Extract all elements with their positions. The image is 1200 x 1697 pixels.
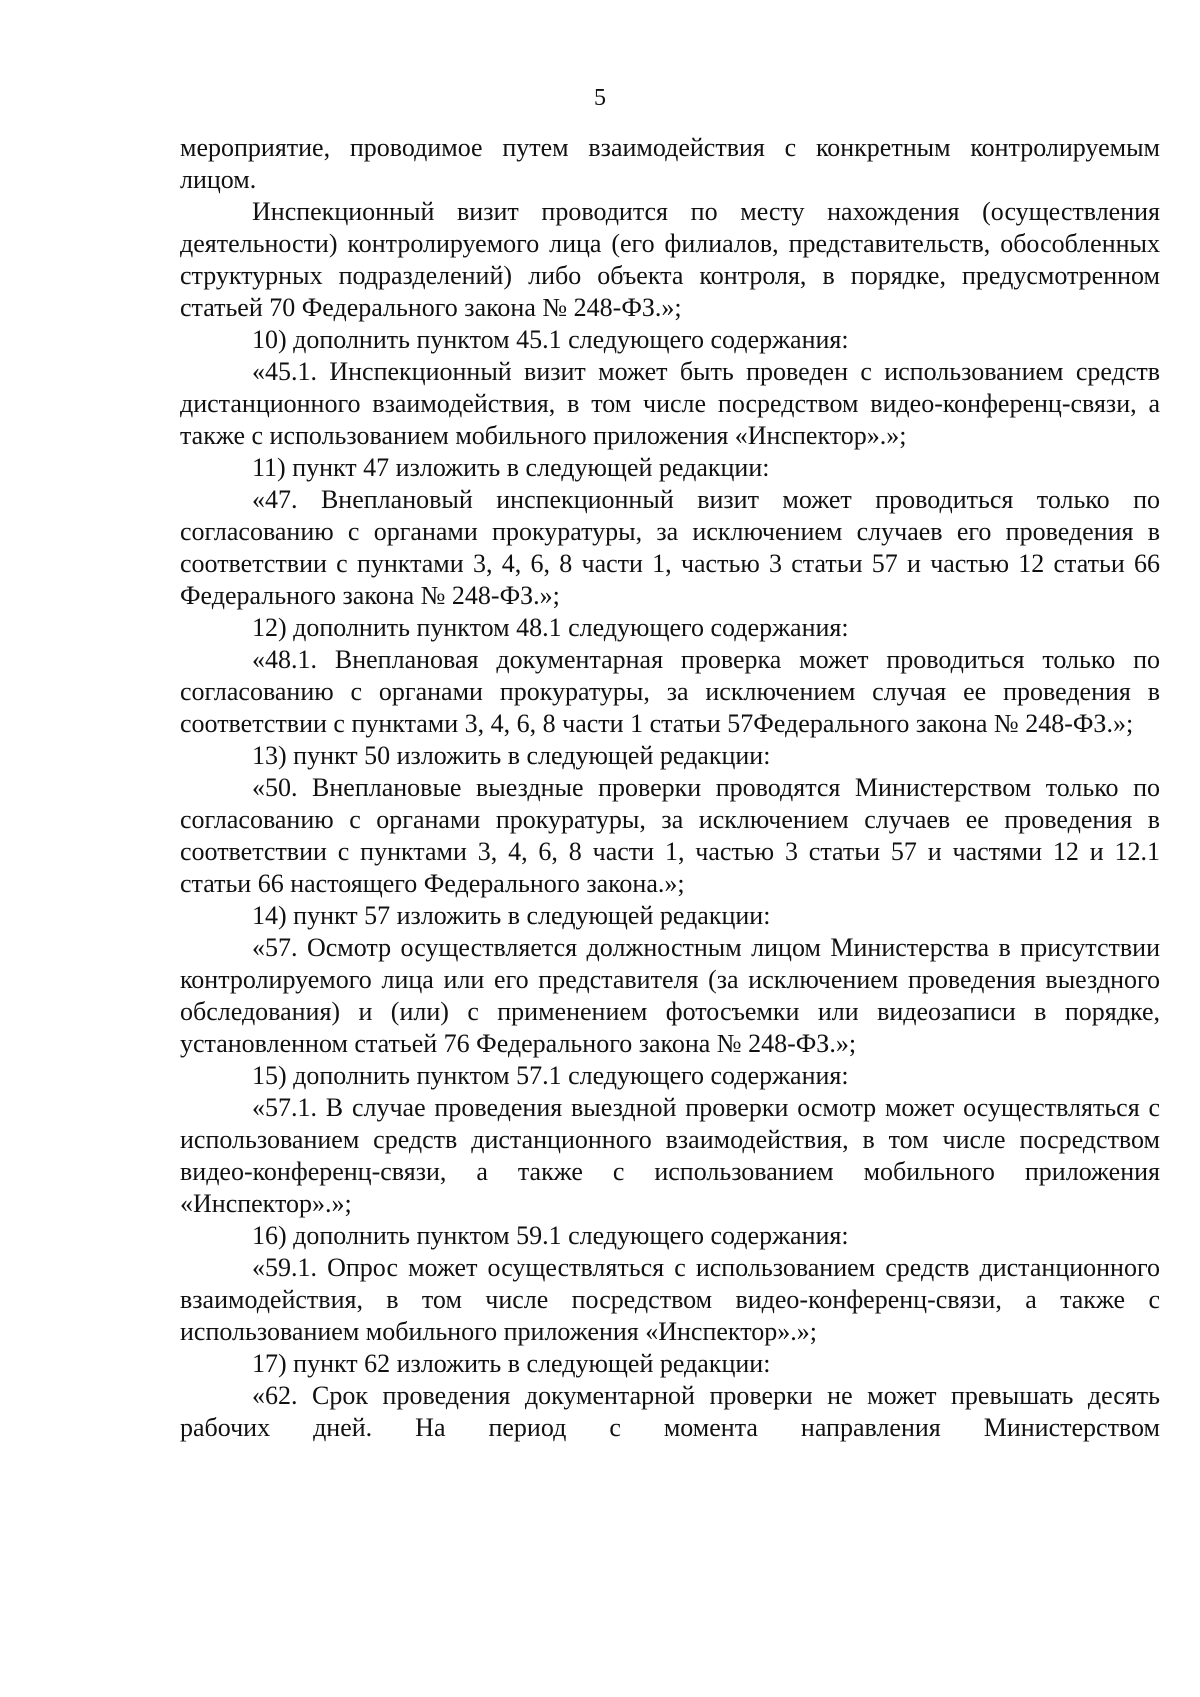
paragraph: 10) дополнить пунктом 45.1 следующего содержания: (252, 325, 849, 354)
paragraph: 17) пункт 62 изложить в следующей редакции: (252, 1349, 771, 1378)
paragraph: 14) пункт 57 изложить в следующей редакции: (252, 901, 771, 930)
paragraph: «47. Внеплановый инспекционный визит может проводиться только по согласованию с органами прокуратуры, за исключением случаев его проведения в соответствии с пунктами 3, 4, 6, 8 части 1, частью 3 статьи 57 и частью 12 статьи 66 Федерального закона № 248-ФЗ.»; (180, 485, 1160, 610)
paragraph: 16) дополнить пунктом 59.1 следующего содержания: (252, 1221, 849, 1250)
paragraph: «48.1. Внеплановая документарная проверка может проводиться только по согласованию с органами прокуратуры, за исключением случая ее проведения в соответствии с пунктами 3, 4, 6, 8 части 1 статьи 57Федерального закона № 248-ФЗ.»; (180, 645, 1160, 738)
paragraph: «57.1. В случае проведения выездной проверки осмотр может осуществляться с использованием средств дистанционного взаимодействия, в том числе посредством видео-конференц-связи, а также с использованием мобильного приложения «Инспектор».»; (180, 1093, 1160, 1218)
document-body (180, 132, 1160, 1444)
paragraph: 13) пункт 50 изложить в следующей редакции: (252, 741, 771, 770)
paragraph: «50. Внеплановые выездные проверки проводятся Министерством только по согласованию с органами прокуратуры, за исключением случаев ее проведения в соответствии с пунктами 3, 4, 6, 8 части 1, частью 3 статьи 57 и частями 12 и 12.1 статьи 66 настоящего Федерального закона.»; (180, 773, 1160, 898)
page-number: 5 (594, 85, 606, 111)
paragraph: Инспекционный визит проводится по месту нахождения (осуществления деятельности) контролируемого лица (его филиалов, представительств, обособленных структурных подразделений) либо объекта контроля, в порядке, предусмотренном статьей 70 Федерального закона № 248-ФЗ.»; (180, 197, 1160, 322)
paragraph: 15) дополнить пунктом 57.1 следующего содержания: (252, 1061, 849, 1090)
paragraph: «57. Осмотр осуществляется должностным лицом Министерства в присутствии контролируемого лица или его представителя (за исключением проведения выездного обследования) и (или) с применением фотосъемки или видеозаписи в порядке, установленном статьей 76 Федерального закона № 248-ФЗ.»; (180, 933, 1160, 1058)
paragraph: «59.1. Опрос может осуществляться с использованием средств дистанционного взаимодействия, в том числе посредством видео-конференц-связи, а также с использованием мобильного приложения «Инспектор».»; (180, 1253, 1160, 1346)
paragraph: «45.1. Инспекционный визит может быть проведен с использованием средств дистанционного взаимодействия, в том числе посредством видео-конференц-связи, а также с использованием мобильного приложения «Инспектор».»; (180, 357, 1160, 450)
paragraph: «62. Срок проведения документарной проверки не может превышать десять рабочих дней. На период с момента направления Министерством (180, 1381, 1160, 1442)
paragraph: мероприятие, проводимое путем взаимодействия с конкретным контролируемым лицом. (180, 133, 1160, 194)
paragraph: 12) дополнить пунктом 48.1 следующего содержания: (252, 613, 849, 642)
paragraph: 11) пункт 47 изложить в следующей редакции: (252, 453, 770, 482)
